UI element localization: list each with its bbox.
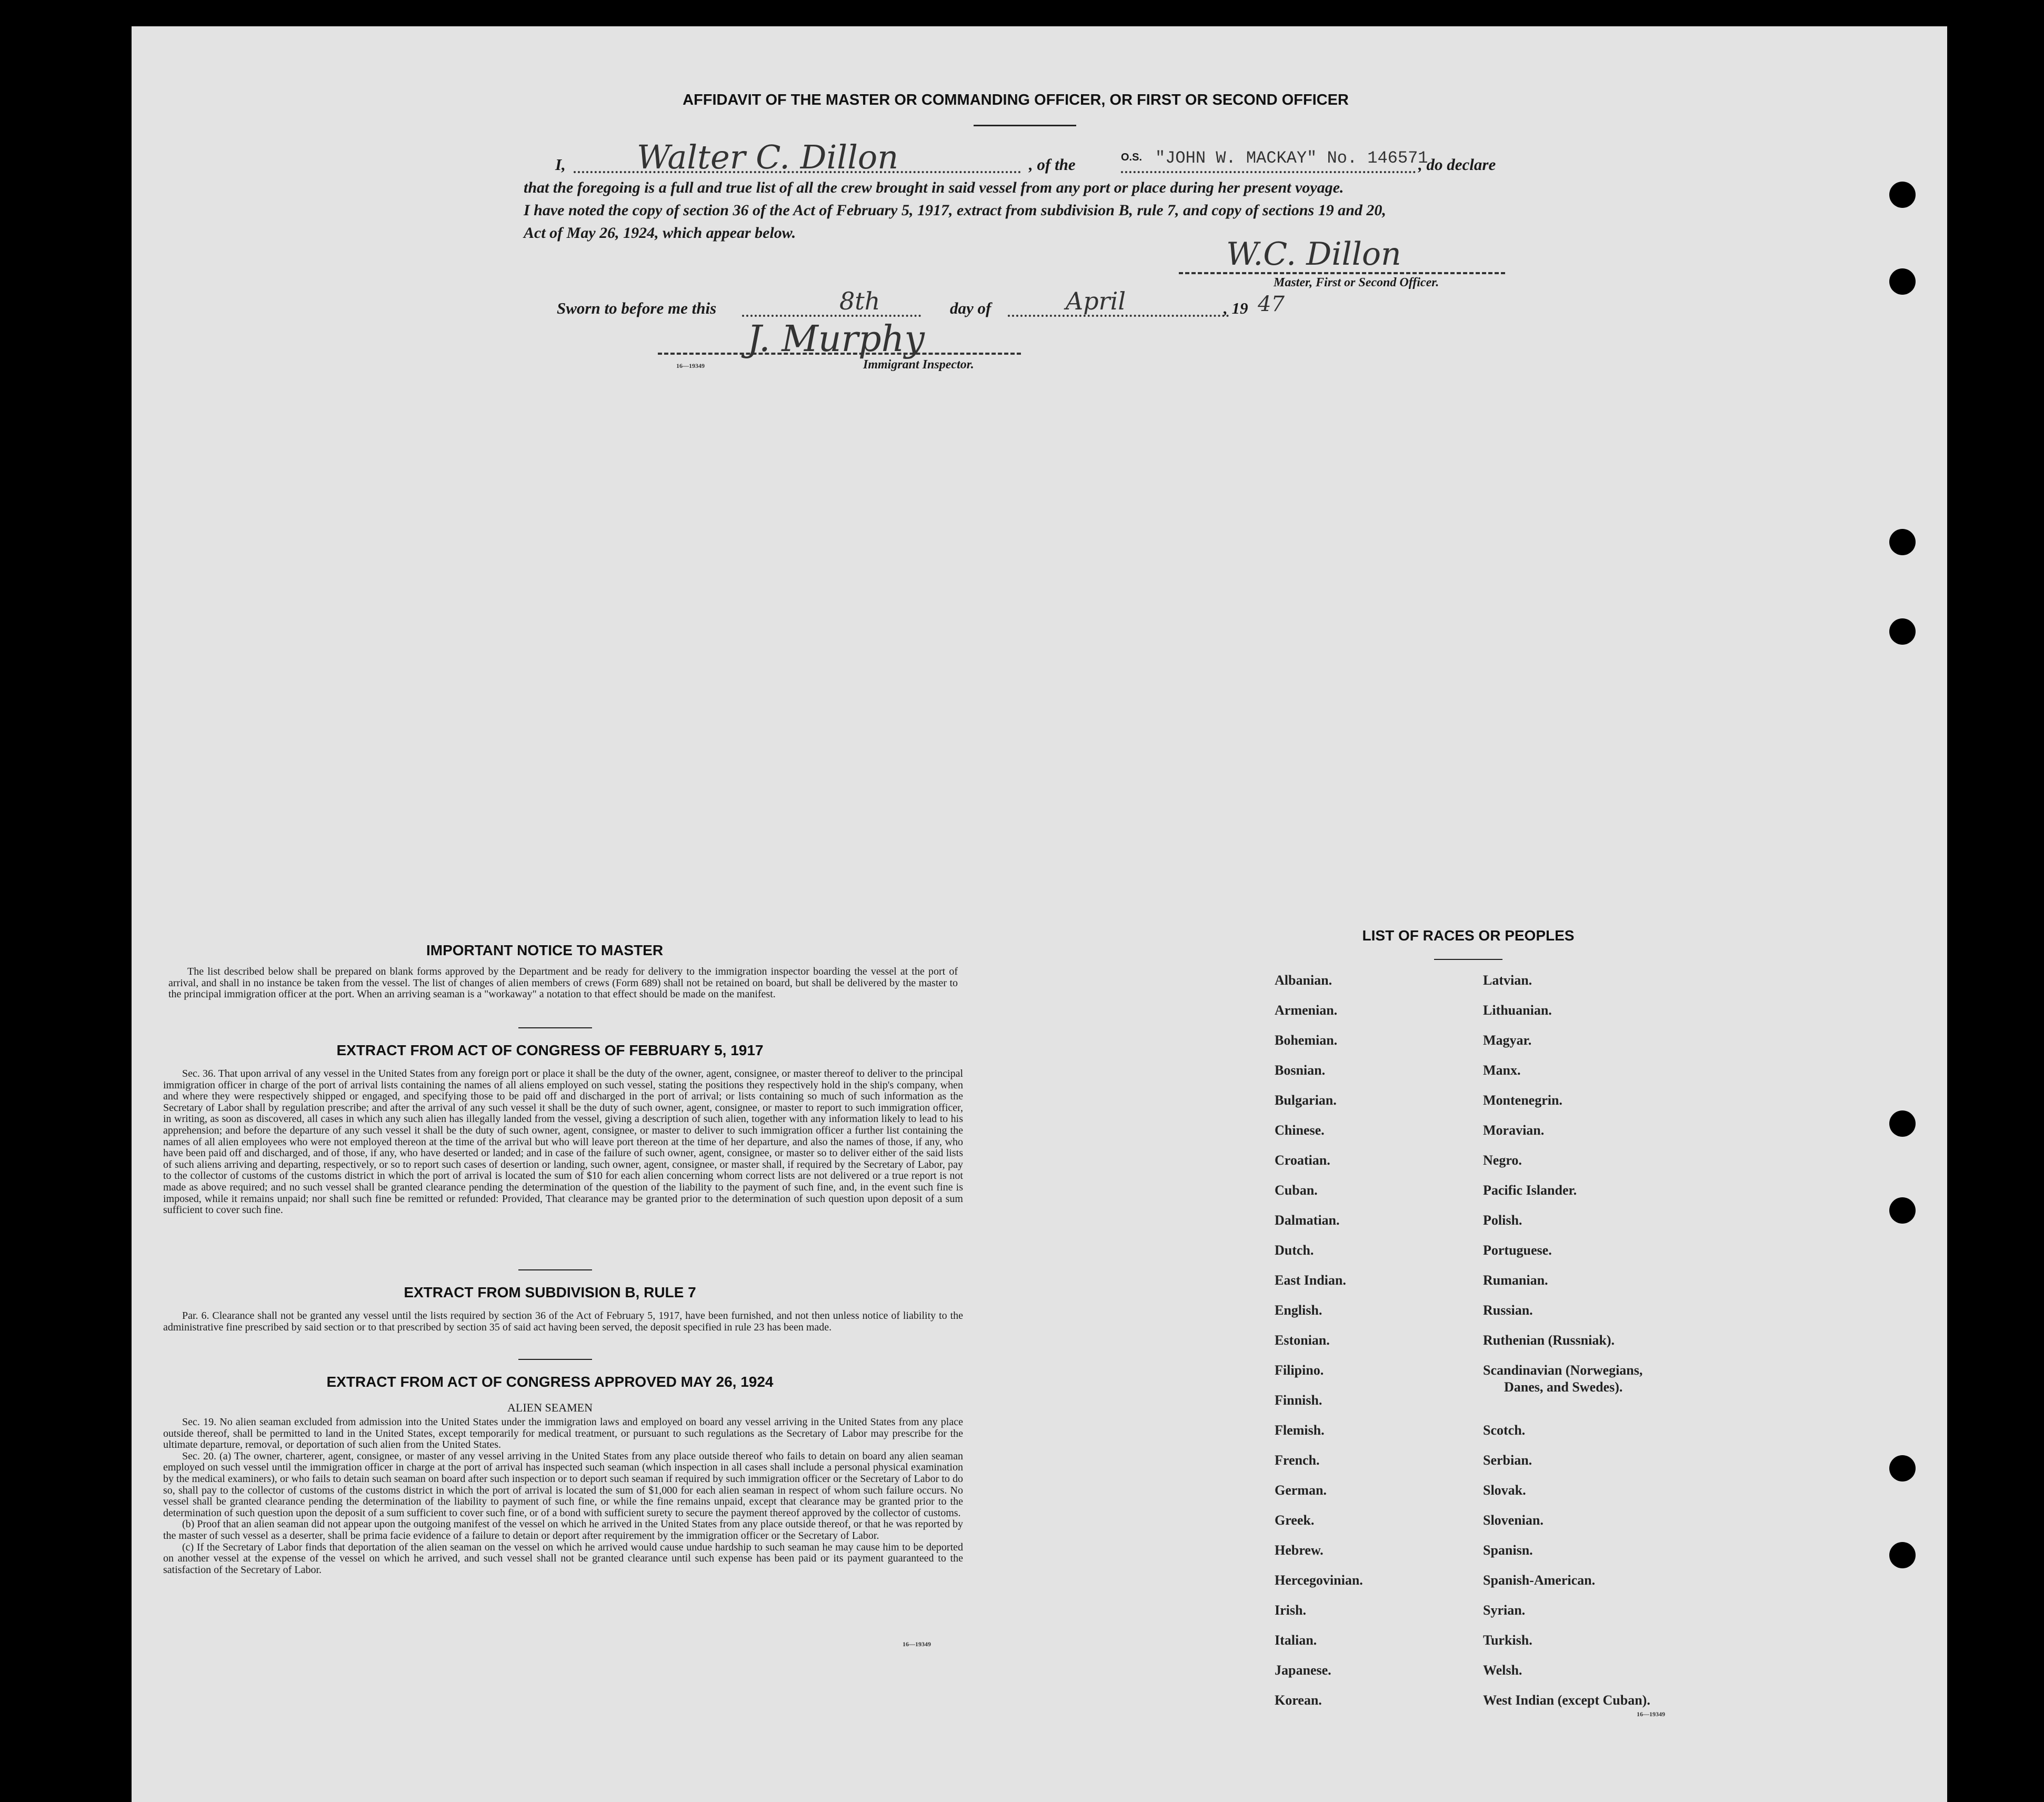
race-item: Ruthenian (Russniak). <box>1483 1333 1615 1348</box>
race-item: Estonian. <box>1275 1333 1330 1348</box>
vessel-name: "JOHN W. MACKAY" No. 146571 <box>1155 148 1428 168</box>
master-signature-line <box>1179 272 1505 274</box>
race-item: Chinese. <box>1275 1123 1325 1138</box>
notice-heading: IMPORTANT NOTICE TO MASTER <box>426 942 664 958</box>
sworn-day: 8th <box>839 287 880 315</box>
race-item: Montenegrin. <box>1483 1093 1562 1108</box>
race-item: Scotch. <box>1483 1423 1526 1438</box>
race-item: Portuguese. <box>1483 1243 1552 1258</box>
race-item: Dutch. <box>1275 1243 1314 1258</box>
declarant-signature: Walter C. Dillon <box>637 138 899 176</box>
race-item: Latvian. <box>1483 973 1532 988</box>
year-suffix: 47 <box>1258 292 1285 316</box>
section-19-paragraph: Sec. 19. No alien seaman excluded from admission into the United States under the immigration laws and employed on board any vessel arriving in the United States from any place outside thereof, shall be permitted to land in the United States, except temporarily for medical treatment, or pursuant to such regulations as the Secretary of Labor may prescribe for the ultimate departure, removal, or deportation of such alien from the United States. <box>163 1416 963 1451</box>
punch-hole <box>1889 1110 1916 1137</box>
race-item: Pacific Islander. <box>1483 1183 1577 1198</box>
punch-hole <box>1889 182 1916 208</box>
race-item: Italian. <box>1275 1633 1317 1648</box>
race-item: Bohemian. <box>1275 1033 1338 1048</box>
punch-hole <box>1889 1197 1916 1224</box>
race-item: German. <box>1275 1483 1327 1498</box>
section-20c-paragraph: (c) If the Secretary of Labor finds that deportation of the alien seaman on the vessel on which he arrived would cause undue hardship to such seaman he may cause him to be deported on another vessel at the expense of the vessel on which he arrived, and such vessel shall not be granted clearance until such expense has been paid or its payment guaranteed to the satisfaction of the Secretary of Labor. <box>163 1541 963 1576</box>
race-item: Hebrew. <box>1275 1543 1324 1558</box>
inspector-caption: Immigrant Inspector. <box>863 358 974 372</box>
race-item: French. <box>1275 1453 1320 1468</box>
inspector-signature: J. Murphy <box>747 318 925 360</box>
race-item: Serbian. <box>1483 1453 1532 1468</box>
race-item: Filipino. <box>1275 1363 1324 1378</box>
punch-hole <box>1889 1455 1916 1481</box>
affidavit-heading: AFFIDAVIT OF THE MASTER OR COMMANDING OFFICER, OR FIRST OR SECOND OFFICER <box>683 92 1349 108</box>
form-number: 16—19349 <box>1637 1710 1665 1718</box>
race-item: Magyar. <box>1483 1033 1532 1048</box>
section-20a-paragraph: Sec. 20. (a) The owner, charterer, agent, consignee, or master of any vessel arriving in the United States from any place outside thereof who fails to detain on board any alien seaman employed on such vessel until the immigration officer in charge at the port of arrival has inspected such seaman (which inspection in all cases shall include a personal physical examination by the medical examiners), or who fails to detain such seaman on board after such inspection or to deport such seaman if required by such immigration officer or the Secretary of Labor to do so, shall pay to the collector of customs of the customs district in which the port of arrival is located the sum of $1,000 for each alien seaman in respect of whom such failure occurs. No vessel shall be granted clearance pending the determination of the liability to payment of such fine, or while the fine remains unpaid, except that clearance may be granted prior to the determination of such question upon the deposit of a sum sufficient to cover such fine, or of a bond with sufficient surety to secure the payment thereof approved by the collector of customs. <box>163 1450 963 1519</box>
race-item: Flemish. <box>1275 1423 1325 1438</box>
sworn-day-line <box>742 315 921 317</box>
race-item: Finnish. <box>1275 1393 1322 1408</box>
race-item: East Indian. <box>1275 1273 1346 1288</box>
form-number: 16—19349 <box>676 362 705 369</box>
section-36-paragraph: Sec. 36. That upon arrival of any vessel in the United States from any foreign port or place it shall be the duty of the owner, agent, consignee, or master thereof to deliver to the principal immigration officer in charge of the port of arrival lists containing the names of all aliens employed on such vessel, stating the positions they respectively hold in the ship's company, when and where they were respectively shipped or engaged, and specifying those to be paid off and discharged in the port of arrival; or lists containing so much of such information as the Secretary of Labor shall by regulation prescribe; and after the arrival of any such vessel it shall be the duty of such owner, agent, consignee, or master to report to such immigration officer, in writing, as soon as discovered, all cases in which any such alien has illegally landed from the vessel, giving a description of such alien, together with any information likely to lead to his apprehension; and before the departure of any such vessel it shall be the duty of such owner, agent, consignee, or master to deliver to such immigration officer a further list containing the names of all alien employees who were not employed thereon at the time of the arrival but who will leave port thereon at the time of her departure, and also the names of those, if any, who have been paid off and discharged, and of those, if any, who have deserted or landed; and in case of the failure of such owner, agent, consignee, or master so to deliver either of the said lists of such aliens arriving and departing, respectively, or so to report such cases of desertion or landing, such owner, agent, consignee, or master shall, if required by the Secretary of Labor, pay to the collector of customs of the customs district in which the port of arrival is located the sum of $10 for each alien concerning whom correct lists are not delivered or a true report is not made as above required; and no such vessel shall be granted clearance pending the determination of the question of the liability to the payment of such fine, and, in the event such fine is imposed, while it remains unpaid; nor shall such fine be remitted or refunded: Provided, That clearance may be granted prior to the determination of such question upon deposit of a sum sufficient to cover such fine. <box>163 1068 963 1216</box>
race-item: Armenian. <box>1275 1003 1338 1018</box>
race-item: Spanish-American. <box>1483 1573 1596 1588</box>
race-item: Rumanian. <box>1483 1273 1548 1288</box>
races-left-column <box>1275 973 1363 1723</box>
races-heading: LIST OF RACES OR PEOPLES <box>1362 927 1575 944</box>
race-item: Albanian. <box>1275 973 1332 988</box>
notice-paragraph: The list described below shall be prepared on blank forms approved by the Department and be ready for delivery to the immigration inspector boarding the vessel at the port of arrival, and shall in no instance be taken from the vessel. The list of changes of alien members of crews (Form 689) shall not be retained on board, but shall be delivered by the master to the principal immigration officer at the port. When an arriving seaman is a "workaway" a notation to that effect should be made on the manifest. <box>168 966 958 1000</box>
year-prefix: , 19 <box>1224 299 1248 317</box>
races-right-column <box>1483 973 1650 1723</box>
do-declare-label: , do declare <box>1418 155 1496 174</box>
section-20b-paragraph: (b) Proof that an alien seaman did not appear upon the outgoing manifest of the vessel on which he arrived in the United States from any place outside thereof, or that he was reported by the master of such vessel as a deserter, shall be prima facie evidence of a failure to detain or deport after requirement by the immigration officer or the Secretary of Labor. <box>163 1518 963 1541</box>
race-item: Slovak. <box>1483 1483 1526 1498</box>
extract-1924-text <box>163 1417 963 1576</box>
race-item: Spanisn. <box>1483 1543 1533 1558</box>
race-item: West Indian (except Cuban). <box>1483 1693 1650 1708</box>
inspector-signature-line <box>658 353 1021 355</box>
race-item: Irish. <box>1275 1603 1306 1618</box>
race-item: Negro. <box>1483 1153 1522 1168</box>
race-item: Manx. <box>1483 1063 1521 1078</box>
document-page <box>132 26 1947 1802</box>
race-item: Russian. <box>1483 1303 1533 1318</box>
affidavit-line-4: Act of May 26, 1924, which appear below. <box>524 224 796 242</box>
rule-7-text <box>163 1310 963 1333</box>
i-label: I, <box>555 155 566 174</box>
race-item: Korean. <box>1275 1693 1322 1708</box>
race-item: Scandinavian (Norwegians, <box>1483 1363 1643 1378</box>
affidavit-line-3: I have noted the copy of section 36 of the Act of February 5, 1917, extract from subdivision B, rule 7, and copy of sections 19 and 20, <box>524 202 1386 219</box>
vessel-prefix: O.S. <box>1121 152 1143 163</box>
race-item: Greek. <box>1275 1513 1315 1528</box>
punch-hole <box>1889 1542 1916 1568</box>
race-item: English. <box>1275 1303 1322 1318</box>
sworn-month: April <box>1066 287 1126 315</box>
rule-7-heading: EXTRACT FROM SUBDIVISION B, RULE 7 <box>404 1284 696 1300</box>
divider <box>518 1269 592 1270</box>
race-item: Polish. <box>1483 1213 1522 1228</box>
divider <box>1434 959 1502 960</box>
punch-hole <box>1889 529 1916 555</box>
punch-hole <box>1889 268 1916 295</box>
race-item: Danes, and Swedes). <box>1504 1379 1623 1395</box>
rule-7-paragraph: Par. 6. Clearance shall not be granted any vessel until the lists required by section 36 of the Act of February 5, 1917, have been furnished, and not then unless notice of liability to the administrative fine prescribed by said section or to that prescribed by section 35 of said act having been served, the deposit specified in rule 23 has been made. <box>163 1310 963 1333</box>
master-caption: Master, First or Second Officer. <box>1274 276 1439 289</box>
race-item: Croatian. <box>1275 1153 1330 1168</box>
affidavit-line-2: that the foregoing is a full and true list of all the crew brought in said vessel from any port or place during her present voyage. <box>524 179 1344 196</box>
race-item: Bosnian. <box>1275 1063 1326 1078</box>
vessel-name-line <box>1121 171 1416 173</box>
sworn-label: Sworn to before me this <box>557 299 717 317</box>
divider <box>518 1359 592 1360</box>
race-item: Moravian. <box>1483 1123 1545 1138</box>
extract-1917-text <box>163 1068 963 1216</box>
day-of-label: day of <box>950 299 991 317</box>
form-number: 16—19349 <box>903 1640 931 1648</box>
extract-1917-heading: EXTRACT FROM ACT OF CONGRESS OF FEBRUARY 5, 1917 <box>336 1042 764 1058</box>
of-the-label: , of the <box>1029 155 1076 174</box>
punch-hole <box>1889 618 1916 645</box>
race-item: Cuban. <box>1275 1183 1318 1198</box>
divider <box>518 1027 592 1028</box>
race-item: Slovenian. <box>1483 1513 1544 1528</box>
race-item: Japanese. <box>1275 1663 1331 1678</box>
race-item: Welsh. <box>1483 1663 1522 1678</box>
race-item: Hercegovinian. <box>1275 1573 1363 1588</box>
race-item: Bulgarian. <box>1275 1093 1337 1108</box>
alien-seamen-subheading: ALIEN SEAMEN <box>507 1401 593 1414</box>
divider <box>974 125 1076 126</box>
race-item: Dalmatian. <box>1275 1213 1340 1228</box>
extract-1924-heading: EXTRACT FROM ACT OF CONGRESS APPROVED MAY 26, 1924 <box>326 1374 774 1390</box>
race-item: Turkish. <box>1483 1633 1532 1648</box>
race-item: Syrian. <box>1483 1603 1526 1618</box>
notice-text <box>168 966 958 1000</box>
master-signature: W.C. Dillon <box>1226 236 1401 273</box>
race-item: Lithuanian. <box>1483 1003 1552 1018</box>
